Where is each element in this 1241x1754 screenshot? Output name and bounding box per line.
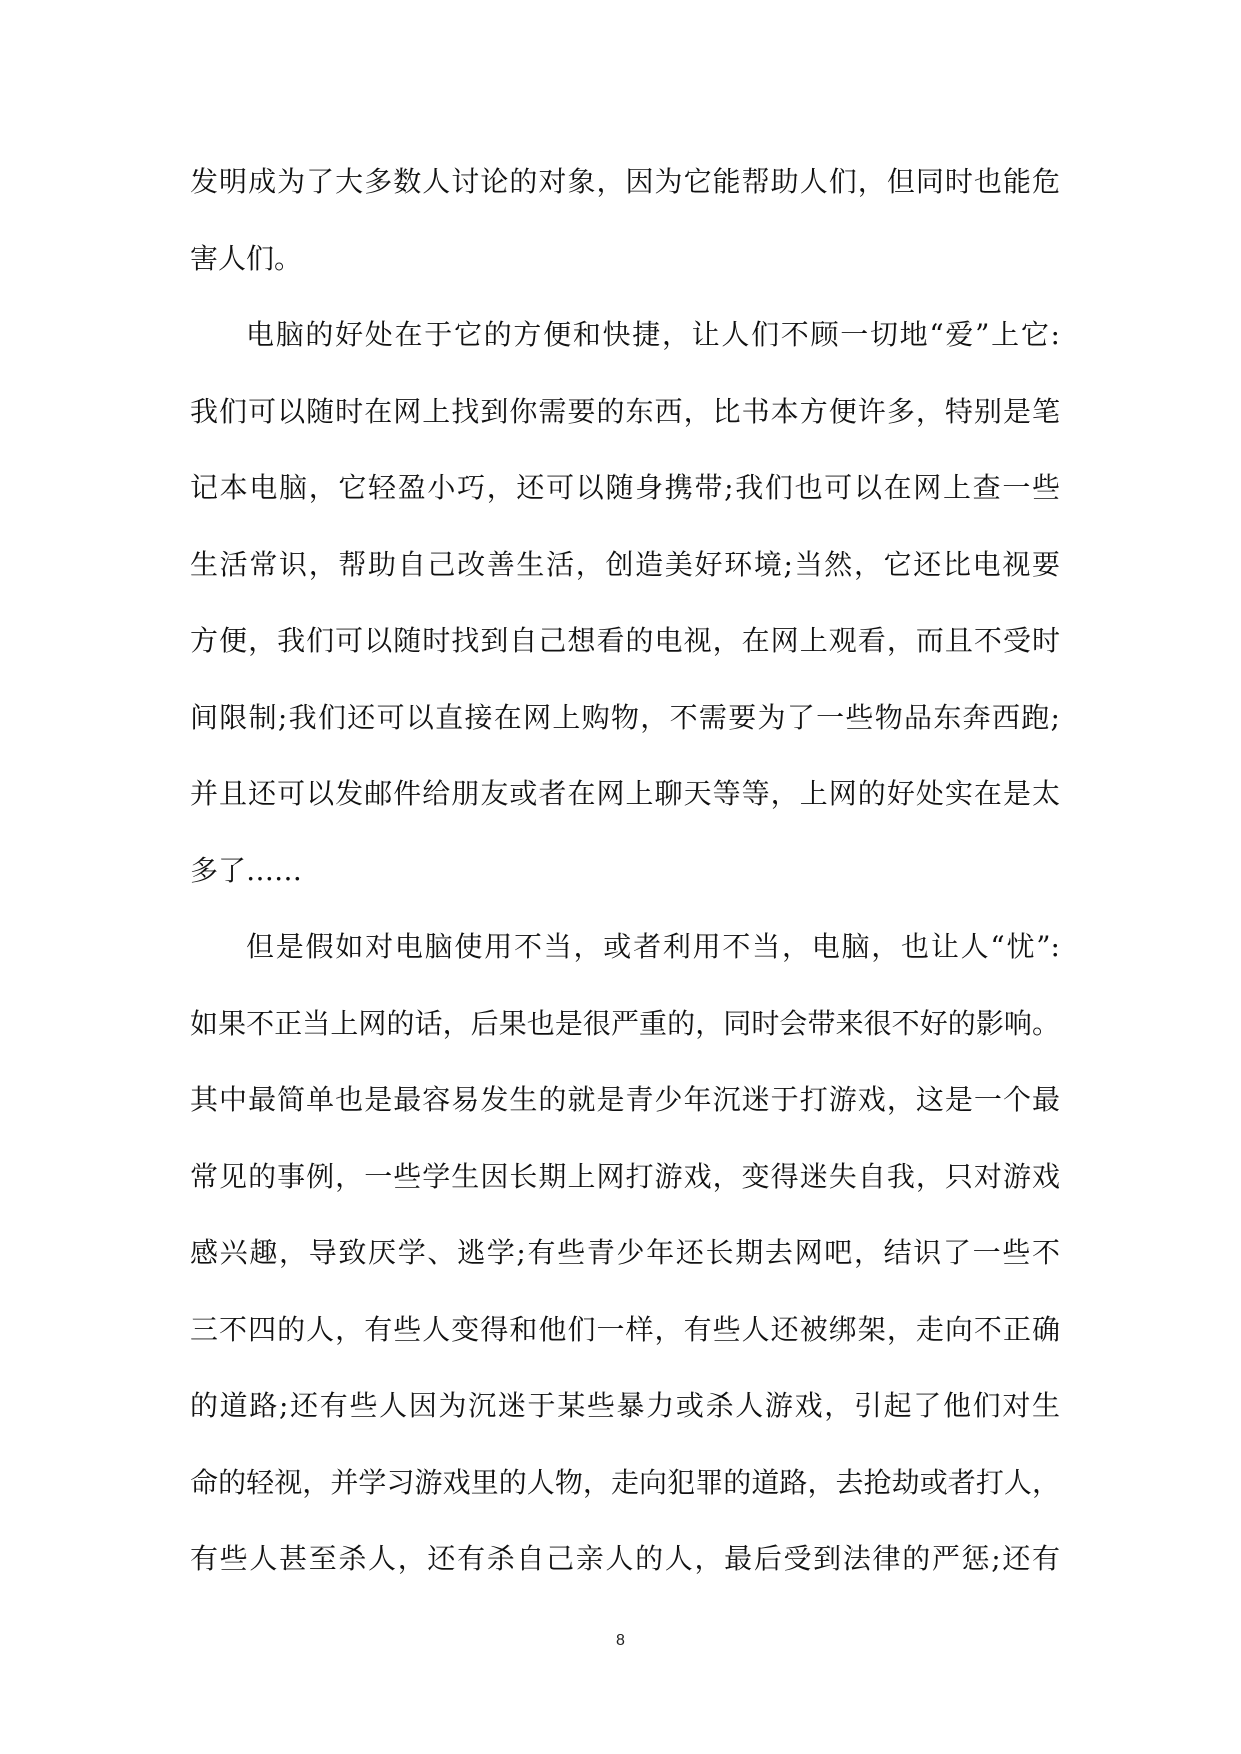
text-line-12: 如果不正当上网的话，后果也是很严重的，同时会带来很不好的影响。	[190, 1006, 1060, 1040]
body-text	[190, 144, 1060, 1598]
text-line-13: 其中最简单也是最容易发生的就是青少年沉迷于打游戏，这是一个最	[190, 1083, 1060, 1116]
text-line-18: 命的轻视，并学习游戏里的人物，走向犯罪的道路，去抢劫或者打人，	[190, 1465, 1060, 1499]
text-line-4: 我们可以随时在网上找到你需要的东西，比书本方便许多，特别是笔	[190, 394, 1060, 428]
text-line-9: 并且还可以发邮件给朋友或者在网上聊天等等，上网的好处实在是太	[190, 777, 1060, 810]
text-line-5: 记本电脑，它轻盈小巧，还可以随身携带;我们也可以在网上查一些	[190, 471, 1060, 504]
text-line-6: 生活常识，帮助自己改善生活，创造美好环境;当然，它还比电视要	[190, 547, 1060, 581]
text-line-1: 发明成为了大多数人讨论的对象，因为它能帮助人们，但同时也能危	[190, 165, 1060, 198]
text-line-17: 的道路;还有些人因为沉迷于某些暴力或杀人游戏，引起了他们对生	[190, 1389, 1060, 1422]
text-line-14: 常见的事例，一些学生因长期上网打游戏，变得迷失自我，只对游戏	[190, 1159, 1060, 1193]
text-line-7: 方便，我们可以随时找到自己想看的电视，在网上观看，而且不受时	[190, 624, 1060, 657]
page-number: 8	[616, 1632, 625, 1649]
text-line-11: 但是假如对电脑使用不当，或者利用不当，电脑，也让人“忧”:	[246, 930, 1060, 963]
text-line-19: 有些人甚至杀人，还有杀自己亲人的人，最后受到法律的严惩;还有	[190, 1542, 1060, 1575]
text-line-15: 感兴趣，导致厌学、逃学;有些青少年还长期去网吧，结识了一些不	[190, 1236, 1060, 1269]
text-line-16: 三不四的人，有些人变得和他们一样，有些人还被绑架，走向不正确	[190, 1312, 1060, 1346]
text-line-3: 电脑的好处在于它的方便和快捷，让人们不顾一切地“爱”上它:	[246, 318, 1060, 351]
text-line-2: 害人们。	[190, 241, 303, 275]
text-line-10: 多了……	[190, 853, 303, 887]
text-line-8: 间限制;我们还可以直接在网上购物，不需要为了一些物品东奔西跑;	[190, 700, 1060, 734]
